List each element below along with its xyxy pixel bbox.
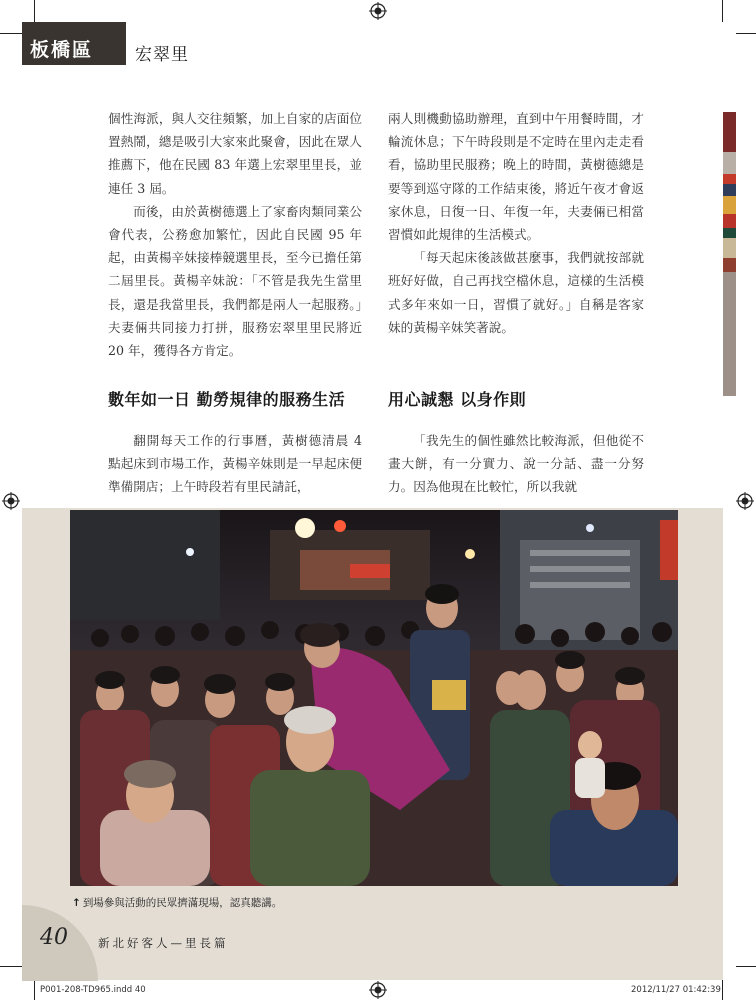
section-heading: 用心誠懇 以身作則: [388, 390, 527, 409]
crowd-photo: [70, 510, 678, 886]
registration-mark-icon: [369, 2, 387, 20]
crop-mark: [0, 33, 22, 34]
crop-mark: [34, 0, 35, 22]
crop-mark: [0, 966, 22, 967]
print-timestamp: 2012/11/27 01:42:39: [631, 985, 721, 995]
crop-mark: [722, 0, 723, 22]
section-heading: 數年如一日 勤勞規律的服務生活: [108, 390, 346, 409]
paragraph: 個性海派，與人交往頻繁，加上自家的店面位置熱鬧，總是吸引大家來此聚會，因此在眾人推薦下，他在民國 83 年選上宏翠里里長，並連任 3 屆。: [108, 111, 362, 196]
caption-text: 到場參與活動的民眾擠滿現場，認真聽講。: [82, 897, 283, 909]
paragraph: 「每天起床後該做甚麼事，我們就按部就班好好做，自己再找空檔休息，這樣的生活模式多年來如一日，習慣了就好。」自稱是客家妹的黃楊辛妹笑著說。: [388, 250, 644, 335]
paragraph: 「我先生的個性雖然比較海派，但他從不畫大餅，有一分實力、說一分話、盡一分努力。因為他現在比較忙，所以我就: [388, 433, 644, 495]
file-slug: P001-208-TD965.indd 40: [40, 985, 146, 995]
article-column-left: [108, 107, 362, 362]
article-column-left-section2: [108, 429, 362, 499]
caption-arrow-icon: ↑: [72, 897, 81, 909]
district-title: 板橋區: [30, 39, 94, 61]
photo-caption: [72, 895, 282, 910]
book-title: 新北好客人—里長篇: [98, 936, 229, 950]
crop-mark: [34, 980, 35, 1000]
article-column-right-section2: [388, 429, 644, 499]
side-decor-strip: [723, 112, 736, 396]
paragraph: 翻開每天工作的行事曆，黃樹德清晨 4 點起床到市場工作，黃楊辛妹則是一早起床便準備開店；上午時段若有里民請託，: [108, 433, 362, 495]
registration-mark-icon: [2, 492, 20, 510]
crop-mark: [736, 966, 756, 967]
crop-mark: [722, 980, 723, 1000]
paragraph: 而後，由於黃樹德選上了家畜肉類同業公會代表，公務愈加繁忙，因此自民國 95 年起，由黃楊辛妹接棒競選里長，至今已擔任第二屆里長。黃楊辛妹說：「不管是我先生當里長，還是我當里長，我們都是兩人一起服務。」夫妻倆共同接力打拼，服務宏翠里里民將近 20 年，獲得各方肯定。: [108, 203, 362, 359]
paragraph: 兩人則機動協助辦理，直到中午用餐時間，才輪流休息；下午時段則是不定時在里內走走看看，協助里民服務；晚上的時間，黃樹德總是要等到巡守隊的工作結束後，將近午夜才會返家休息，日復一日、年復一年，夫妻倆已相當習慣如此規律的生活模式。: [388, 111, 644, 243]
registration-mark-icon: [736, 492, 754, 510]
page-number: 40: [40, 925, 68, 950]
village-title: 宏翠里: [135, 45, 189, 65]
article-column-right: [388, 107, 644, 339]
crop-mark: [736, 33, 756, 34]
registration-mark-icon: [369, 981, 387, 999]
